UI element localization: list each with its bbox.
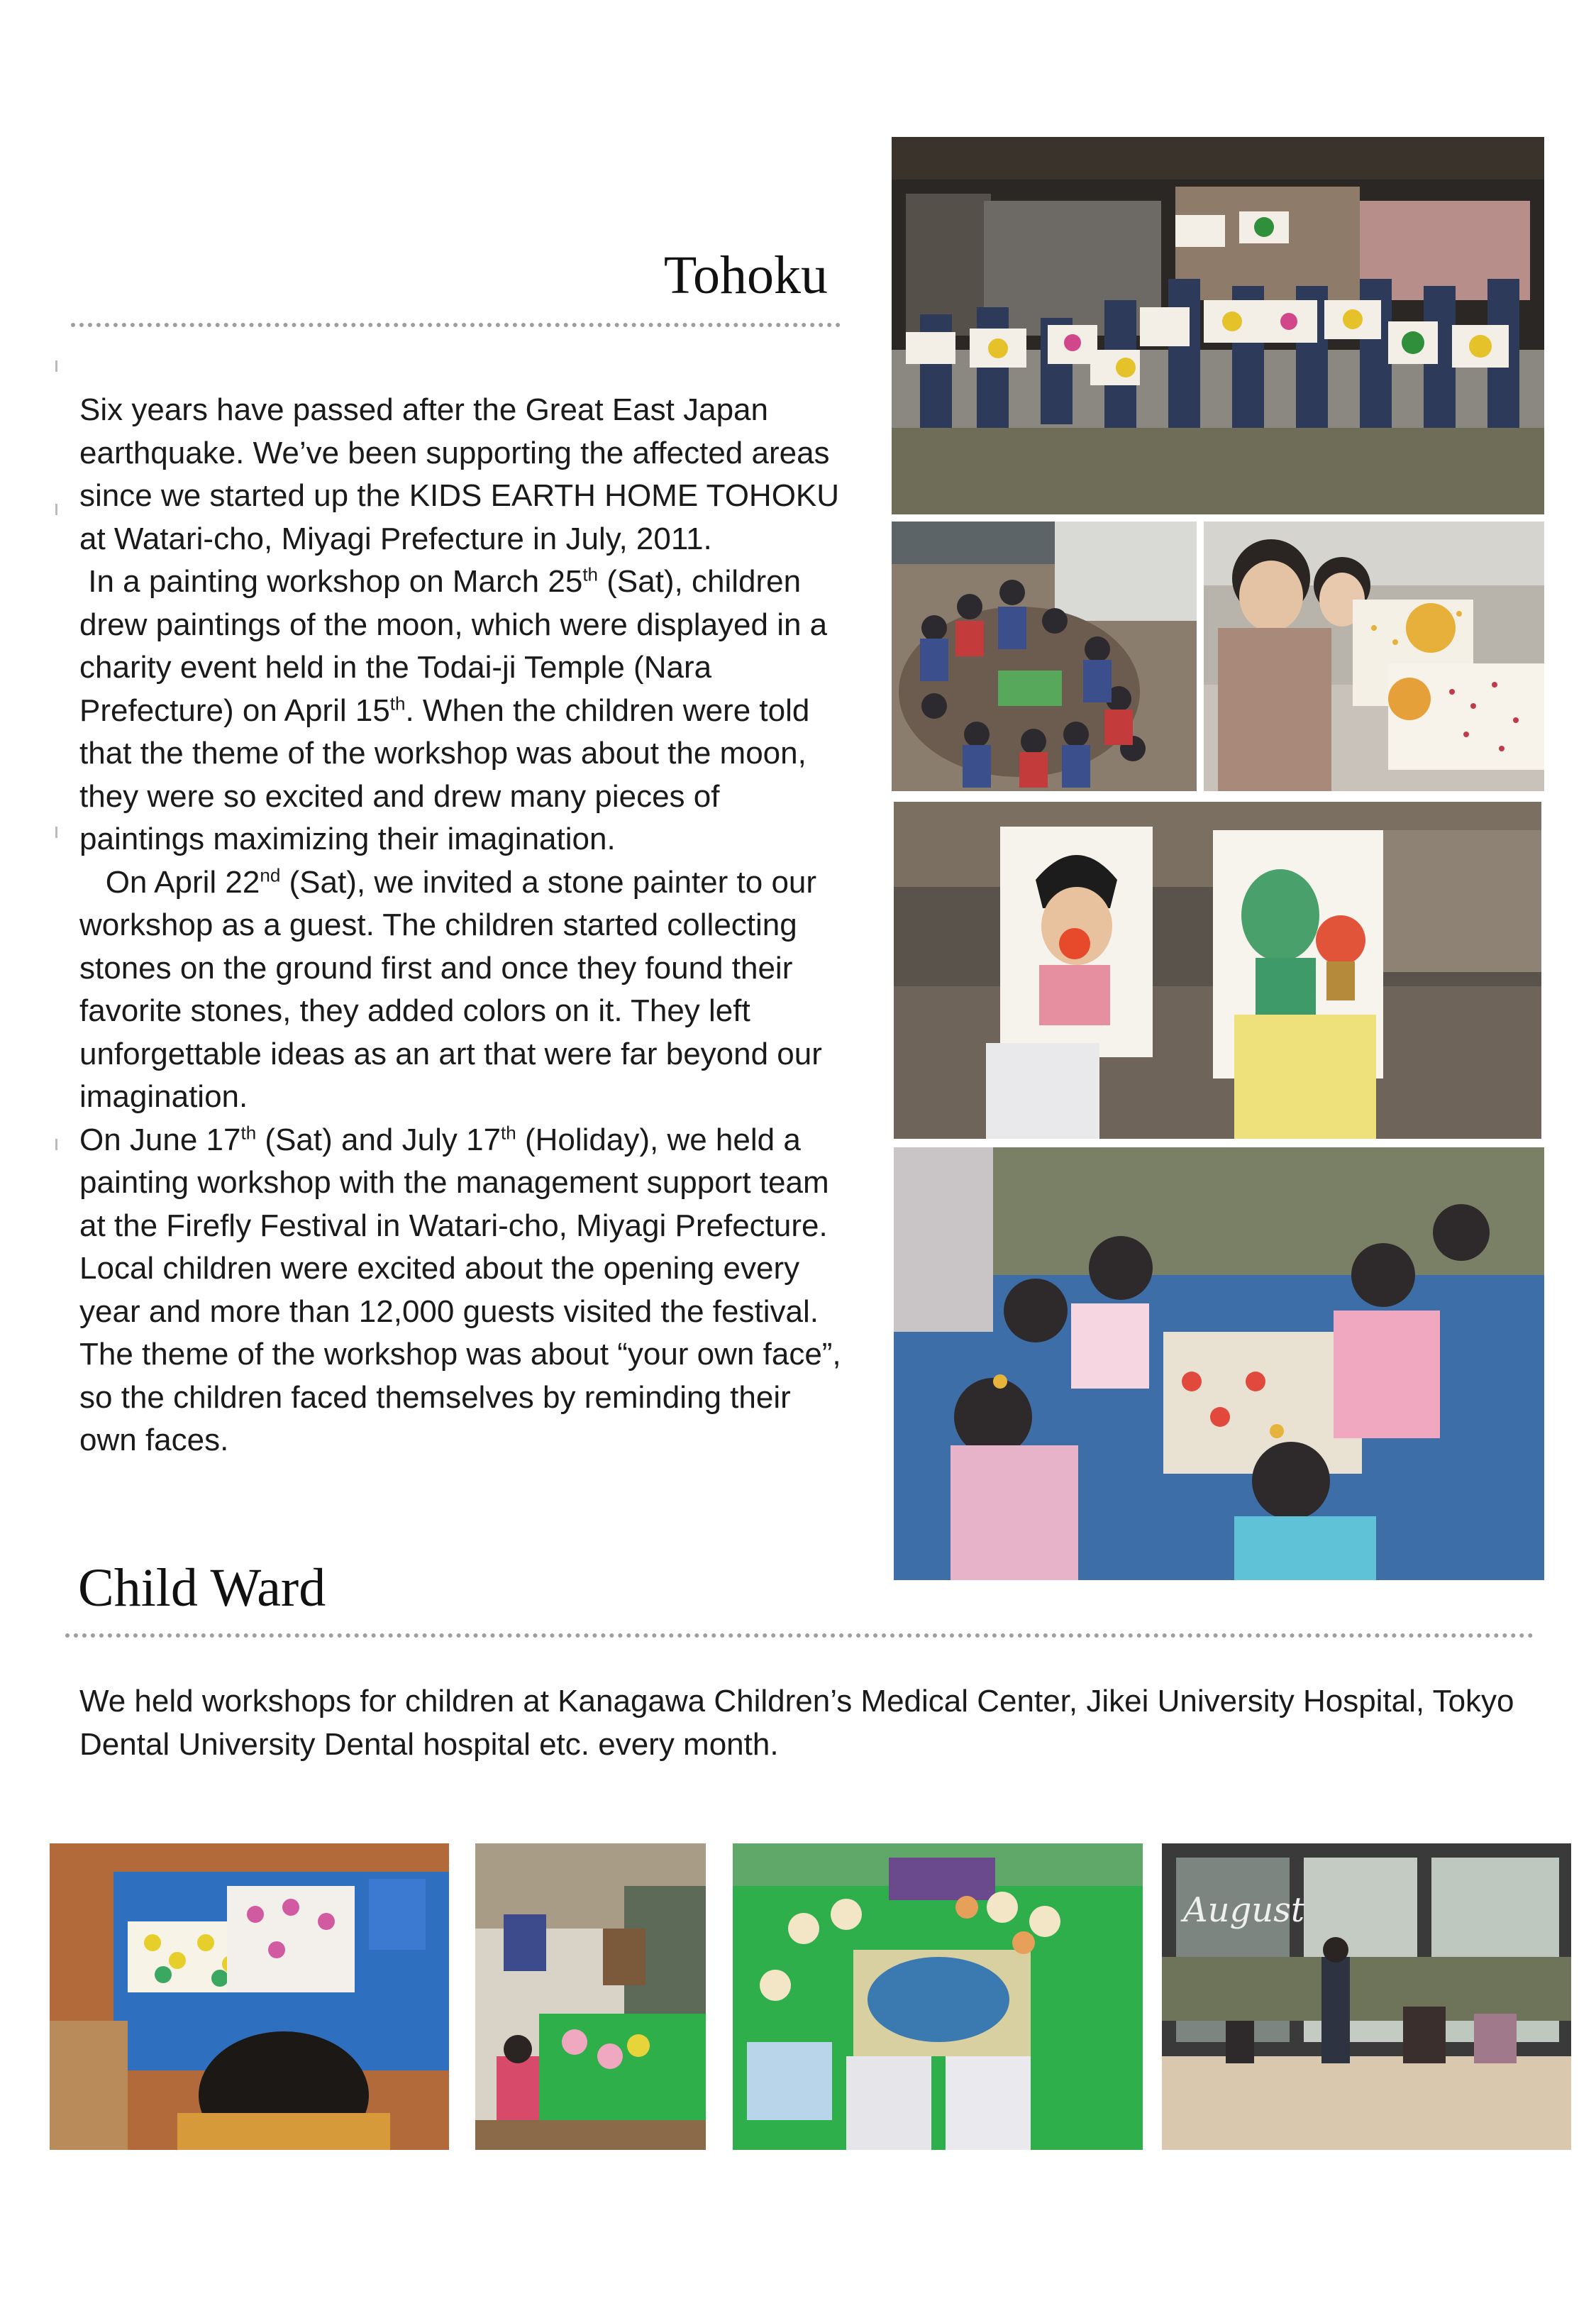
tohoku-paragraph-2: In a painting workshop on March 25th (Sat), children drew paintings of the moon, which were displayed in a charity event held in the Todai-ji Temple (Nara Prefecture) on April 15th. When the children were told that the theme of the workshop was about the moon, they were so excited and drew many pieces of paintings maximizing their imagination.	[79, 563, 828, 856]
tohoku-body	[79, 389, 853, 1462]
festival-workshop-photo	[894, 1147, 1544, 1580]
august-signage: August	[1183, 1890, 1305, 1930]
hospital-workshop-photo-2	[475, 1843, 706, 2150]
children-group-photo	[892, 522, 1197, 791]
margin-mark	[55, 827, 57, 838]
hospital-workshop-photo-1	[50, 1843, 449, 2150]
child-ward-body	[79, 1680, 1534, 1766]
moon-paintings-photo	[1204, 522, 1544, 791]
margin-mark	[55, 1139, 57, 1150]
child-ward-paragraph: We held workshops for children at Kanagawa Children’s Medical Center, Jikei University Hospital, Tokyo Dental University Dental hospital etc. every month.	[79, 1684, 1514, 1762]
child-ward-heading: Child Ward	[78, 1558, 326, 1618]
tohoku-heading: Tohoku	[663, 246, 828, 305]
hospital-workshop-photo-4	[1162, 1843, 1571, 2150]
tohoku-paragraph-1: Six years have passed after the Great East Japan earthquake. We’ve been supporting the affected areas since we started up the KIDS EARTH HOME TOHOKU at Watari-cho, Miyagi Prefecture in July, 2011.	[79, 392, 840, 556]
margin-mark	[55, 360, 57, 372]
tohoku-paragraph-4: On June 17th (Sat) and July 17th (Holiday), we held a painting workshop with the management support team at the Firefly Festival in Watari-cho, Miyagi Prefecture. Local children were excited about the opening every year and more than 12,000 guests visited the festival. The theme of the workshop was about “your own face”, so the children faced themselves by reminding their own faces.	[79, 1121, 841, 1457]
margin-mark	[55, 504, 57, 515]
tohoku-divider	[71, 323, 841, 327]
child-ward-divider	[65, 1633, 1534, 1638]
hospital-workshop-photo-3	[733, 1843, 1143, 2150]
face-paintings-photo	[894, 802, 1541, 1139]
tohoku-paragraph-3: On April 22nd (Sat), we invited a stone painter to our workshop as a guest. The children started collecting stones on the ground first and once they found their favorite stones, they added colors on it. They left unforgettable ideas as an art that were far beyond our imagination.	[79, 864, 822, 1114]
group-photo-with-paintings	[892, 137, 1544, 514]
